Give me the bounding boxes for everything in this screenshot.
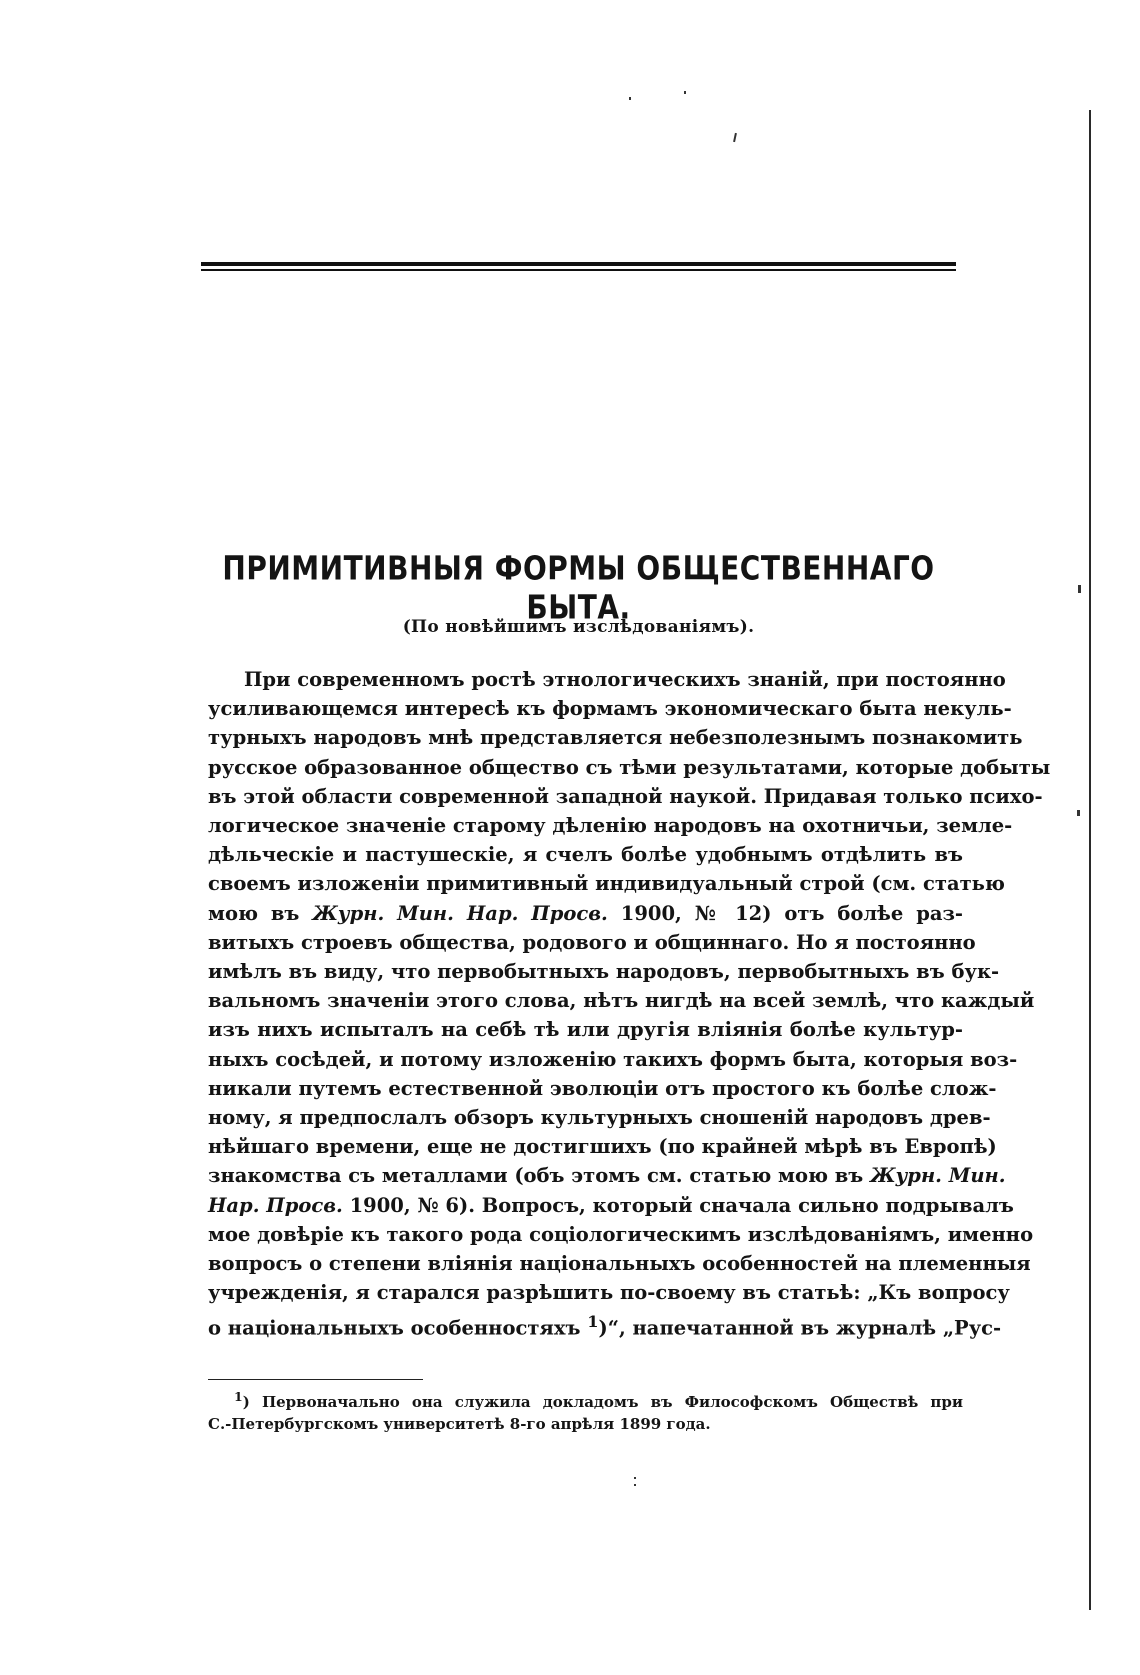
body-line-segment: Журн. Мин. Нар. Просв. [312,901,608,925]
scan-speck [634,1484,636,1486]
scan-speck [1077,810,1080,816]
body-line: вальномъ значеніи этого слова, нѣтъ нигдѣ на всей землѣ, что каждый [208,989,1035,1013]
body-line: витыхъ строевъ общества, родового и общиннаго. Но я постоянно [208,930,976,954]
body-line: усиливающемся интересѣ къ формамъ экономическаго быта некуль- [208,697,1012,721]
body-line: дѣльческіе и пастушескіе, я счелъ болѣе удобнымъ отдѣлить въ [208,843,963,867]
body-line-segment: 1900, № 12) отъ болѣе раз- [607,901,963,925]
scan-speck [1078,585,1081,593]
body-line: нѣйшаго времени, еще не достигшихъ (по крайней мѣрѣ въ Европѣ) [208,1135,997,1159]
body-line [208,1191,1014,1220]
body-line-segment: Нар. Просв. [208,1193,343,1217]
header-double-rule [201,262,956,272]
body-line [208,1161,1006,1190]
body-line-segment: знакомства съ металлами (объ этомъ см. статью мою въ [208,1164,871,1188]
body-line-segment: мою въ [208,901,313,925]
footnote-separator [208,1379,423,1380]
body-line: вопросъ о степени вліянія національныхъ особенностей на племенныя [208,1252,1031,1276]
body-line-segment: 1900, № 6). Вопросъ, который сначала сильно подрывалъ [342,1193,1014,1217]
scan-speck [684,91,686,94]
article-body [208,665,1051,1343]
article-subtitle: (По новѣйшимъ изслѣдованіямъ). [402,617,755,637]
body-line: При современномъ ростѣ этнологическихъ знаній, при постоянно [244,668,1006,691]
body-line: ныхъ сосѣдей, и потому изложенію такихъ формъ быта, которыя воз- [208,1047,1018,1071]
footnote-line [208,1386,963,1413]
scan-speck [629,97,631,100]
body-line-segment: о національныхъ особенностяхъ [208,1316,588,1340]
body-line: имѣлъ въ виду, что первобытныхъ народовъ, первобытныхъ въ бук- [208,960,1000,984]
body-line: изъ нихъ испыталъ на себѣ тѣ или другія вліянія болѣе культур- [208,1018,963,1042]
body-line-segment: Журн. Мин. [870,1164,1006,1188]
body-line: въ этой области современной западной наукой. Придавая только психо- [208,784,1043,808]
body-line: никали путемъ естественной эволюціи отъ простого къ болѣе слож- [208,1076,997,1100]
body-line: логическое значеніе старому дѣленію народовъ на охотничьи, земле- [208,814,1013,838]
footnote-line-segment: 1 [234,1389,243,1404]
scan-speck [733,133,737,142]
footnote-line-segment: ) Первоначально она служила докладомъ въ Философскомъ Обществѣ при [242,1393,963,1411]
body-line: ному, я предпослалъ обзоръ культурныхъ сношеній народовъ древ- [208,1106,991,1130]
body-line: своемъ изложеніи примитивный индивидуальный строй (см. статью [208,872,1005,896]
body-line [208,1307,1002,1343]
article-title: ПРИМИТИВНЫЯ ФОРМЫ ОБЩЕСТВЕННАГО БЫТА. [222,549,935,627]
body-line-segment: )“, напечатанной въ журналѣ „Рус- [598,1316,1002,1340]
body-line [208,899,963,928]
scan-speck [634,1477,636,1479]
page-edge-line [1089,110,1091,1610]
body-line: русское образованное общество съ тѣми результатами, которые добыты [208,755,1051,779]
body-line: турныхъ народовъ мнѣ представляется небезполезнымъ познакомить [208,726,1023,750]
footnote [208,1386,963,1435]
body-line: учрежденія, я старался разрѣшить по-своему въ статьѣ: „Къ вопросу [208,1281,1010,1305]
body-line-segment: 1 [587,1312,599,1332]
body-line: мое довѣріе къ такого рода соціологическимъ изслѣдованіямъ, именно [208,1222,1034,1246]
footnote-line: С.-Петербургскомъ университетѣ 8-го апрѣля 1899 года. [208,1415,711,1433]
